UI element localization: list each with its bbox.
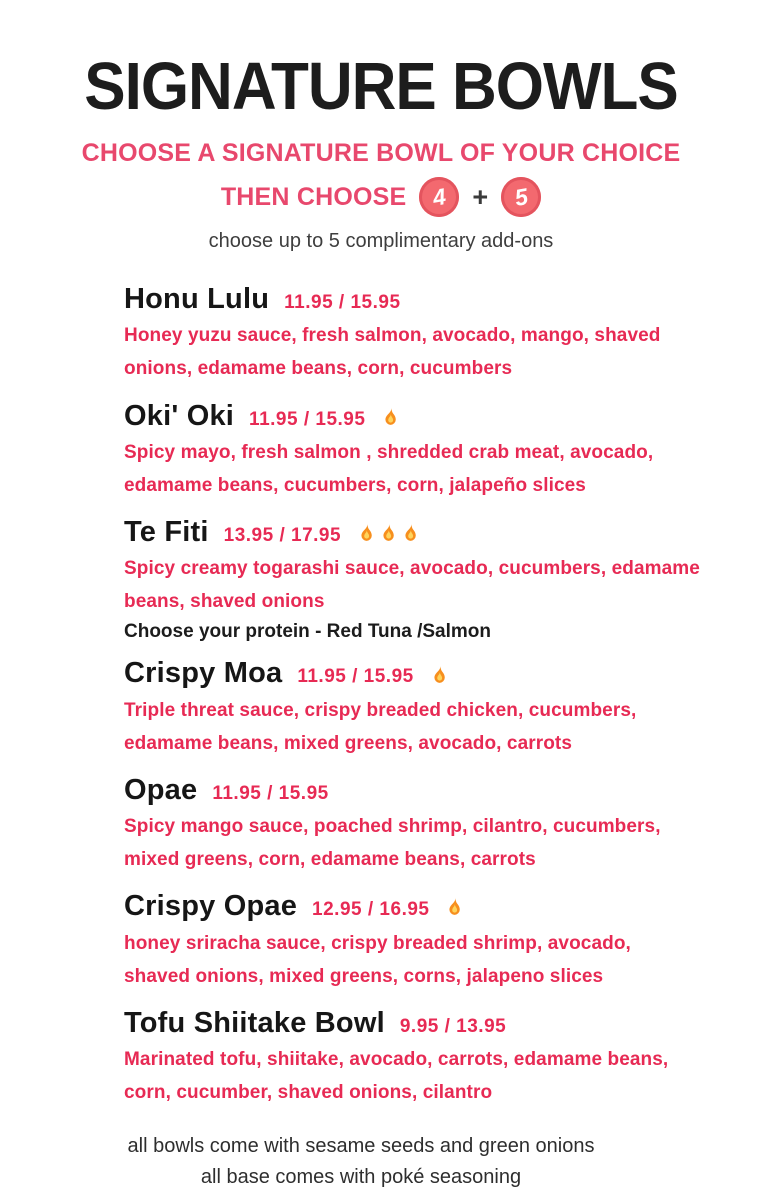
- item-description: Spicy mango sauce, poached shrimp, cilantro, cucumbers, mixed greens, corn, edamame beans, carrots: [124, 816, 661, 871]
- footer-line-1: all bowls come with sesame seeds and green onions: [127, 1135, 595, 1158]
- menu-item: [124, 890, 702, 992]
- item-header-row: [124, 400, 702, 433]
- spice-level: [429, 664, 450, 685]
- footer-line-2: all base comes with poké seasoning: [200, 1166, 522, 1189]
- item-name: Te Fiti: [124, 515, 209, 548]
- item-prices: 11.95 / 15.95: [284, 292, 401, 314]
- item-description: Spicy creamy togarashi sauce, avocado, cucumbers, edamame beans, shaved onions: [124, 558, 700, 613]
- badge-5-number: 5: [512, 182, 530, 211]
- item-header-row: [124, 1007, 702, 1040]
- spice-level: [356, 522, 421, 543]
- count-badge-4: [419, 177, 459, 217]
- menu-subtitle: CHOOSE A SIGNATURE BOWL OF YOUR CHOICE: [81, 139, 681, 168]
- fire-icon: [356, 522, 377, 543]
- spice-level: [380, 406, 401, 427]
- menu-list: [0, 253, 762, 1109]
- item-header-row: [124, 890, 702, 923]
- item-name: Opae: [124, 773, 198, 806]
- item-prices: 11.95 / 15.95: [212, 782, 329, 804]
- item-name: Honu Lulu: [124, 283, 270, 316]
- fire-icon: [378, 522, 399, 543]
- item-description: Triple threat sauce, crispy breaded chicken, cucumbers, edamame beans, mixed greens, avocado, carrots: [124, 699, 637, 754]
- badge-4-number: 4: [430, 182, 448, 211]
- menu-footer: [0, 1131, 742, 1193]
- fire-icon: [444, 896, 465, 917]
- item-description: Honey yuzu sauce, fresh salmon, avocado, mango, shaved onions, edamame beans, corn, cucumbers: [124, 325, 661, 380]
- item-prices: 13.95 / 17.95: [223, 524, 342, 546]
- item-name: Crispy Moa: [124, 657, 283, 690]
- item-prices: 11.95 / 15.95: [297, 666, 414, 688]
- addons-note: choose up to 5 complimentary add-ons: [208, 230, 554, 253]
- item-header-row: [124, 283, 702, 316]
- item-header-row: [124, 774, 702, 807]
- item-name: Oki' Oki: [124, 399, 235, 432]
- item-header-row: [124, 657, 702, 690]
- menu-item: [124, 516, 702, 643]
- item-description: honey sriracha sauce, crispy breaded shrimp, avocado, shaved onions, mixed greens, corns, jalapeno slices: [124, 932, 631, 987]
- then-choose-row: [0, 177, 762, 217]
- menu-item: [124, 283, 702, 385]
- menu-item: [124, 1007, 702, 1109]
- plus-sign: +: [472, 181, 489, 212]
- item-description: Marinated tofu, shiitake, avocado, carrots, edamame beans, corn, cucumber, shaved onions, cilantro: [124, 1049, 669, 1104]
- page-title: SIGNATURE BOWLS: [84, 49, 678, 125]
- item-prices: 11.95 / 15.95: [249, 408, 366, 430]
- item-name: Tofu Shiitake Bowl: [124, 1006, 385, 1039]
- fire-icon: [400, 522, 421, 543]
- spice-level: [444, 896, 465, 917]
- fire-icon: [429, 664, 450, 685]
- menu-header: [0, 0, 762, 253]
- count-badge-5: [501, 177, 541, 217]
- item-description: Spicy mayo, fresh salmon , shredded crab meat, avocado, edamame beans, cucumbers, corn, jalapeño slices: [124, 441, 654, 496]
- then-choose-label: THEN CHOOSE: [220, 182, 407, 211]
- item-prices: 9.95 / 13.95: [399, 1015, 507, 1037]
- item-name: Crispy Opae: [124, 890, 298, 923]
- fire-icon: [380, 406, 401, 427]
- item-header-row: [124, 516, 702, 549]
- menu-item: [124, 657, 702, 759]
- menu-item: [124, 774, 702, 876]
- menu-item: [124, 400, 702, 502]
- item-prices: 12.95 / 16.95: [312, 899, 430, 921]
- item-protein-note: Choose your protein - Red Tuna /Salmon: [124, 621, 492, 643]
